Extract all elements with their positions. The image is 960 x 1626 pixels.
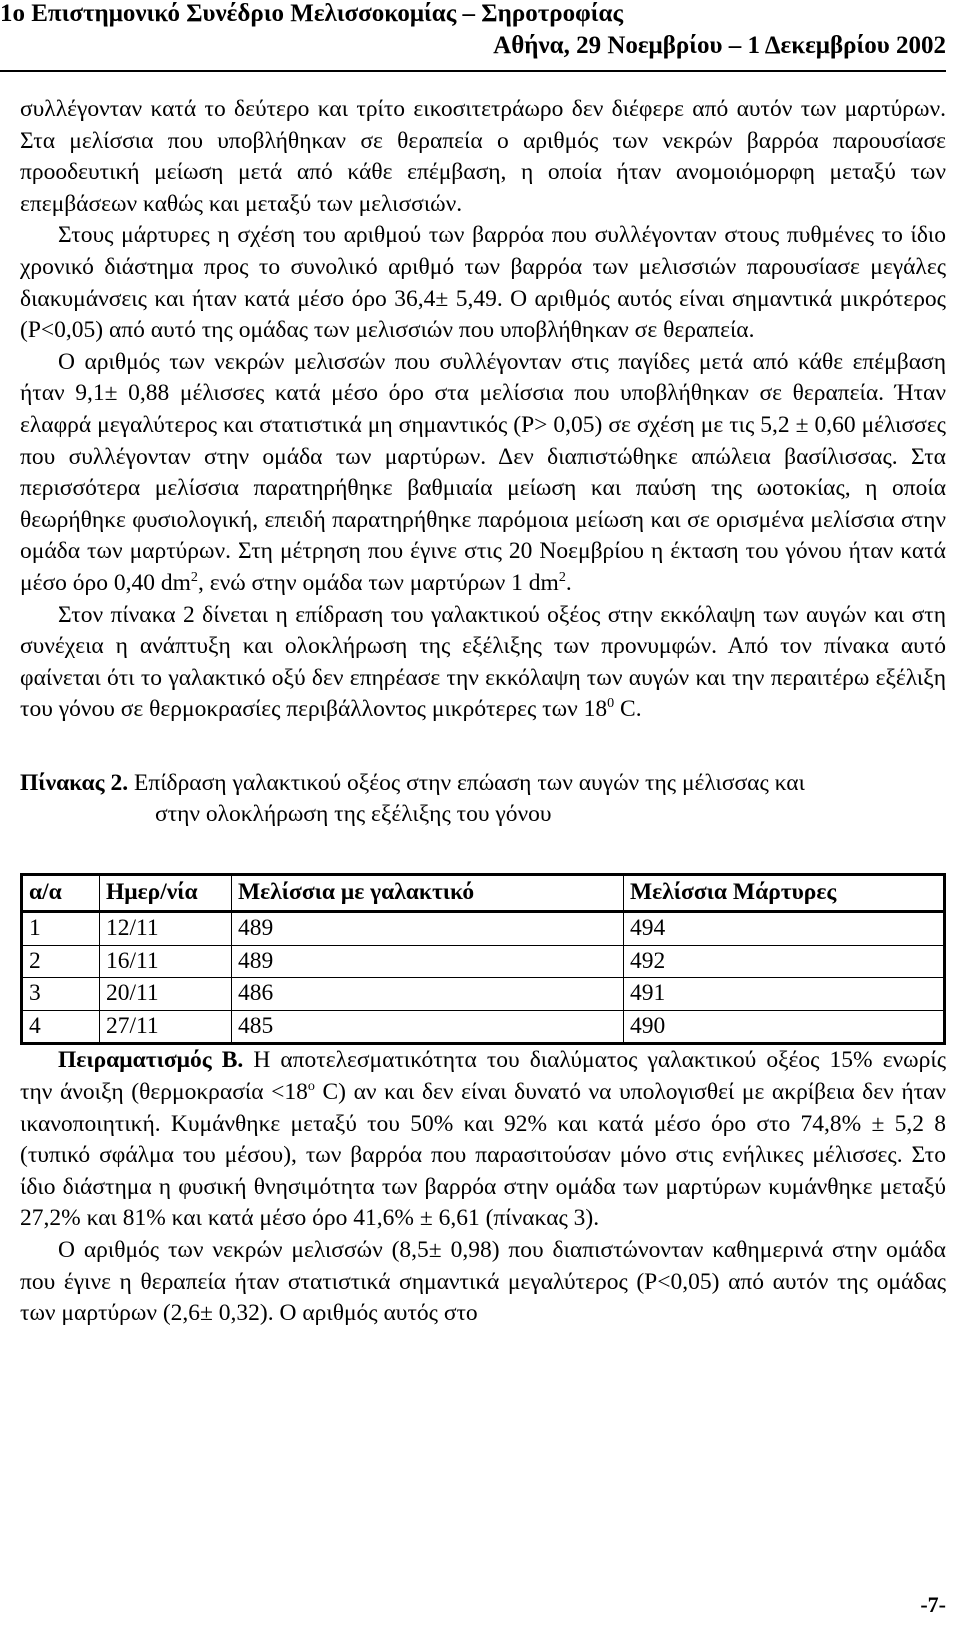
data-table	[20, 873, 946, 1045]
table-container	[20, 873, 946, 1045]
table-cell: 489	[232, 945, 624, 978]
table-cell: 20/11	[100, 978, 232, 1011]
table-cell: 490	[624, 1010, 945, 1044]
conference-title: 1ο Επιστημονικό Συνέδριο Μελισσοκομίας – Σηροτροφίας	[0, 0, 623, 27]
paragraph-3-end: .	[565, 569, 572, 596]
table-cell: 491	[624, 978, 945, 1011]
table-cell: 1	[22, 912, 100, 946]
conference-dates: Αθήνα, 29 Νοεμβρίου – 1 Δεκεμβρίου 2002	[493, 32, 946, 59]
table-cell: 12/11	[100, 912, 232, 946]
table-row	[22, 1010, 945, 1044]
table-caption-line1: Επίδραση γαλακτικού οξέος στην επώαση των αυγών της μέλισσας και	[128, 769, 805, 796]
header-cell: Μελίσσια Μάρτυρες	[624, 875, 945, 912]
table-cell: 2	[22, 945, 100, 978]
superscript-0: 0	[607, 695, 615, 712]
table-row	[22, 978, 945, 1011]
table-cell: 27/11	[100, 1010, 232, 1044]
header-cell: Ημερ/νία	[100, 875, 232, 912]
table-cell: 486	[232, 978, 624, 1011]
experiment-b-text2: C) αν και δεν είναι δυνατό να υπολογισθεί με ακρίβεια δεν ήταν ικανοποιητική. Κυμάνθηκε μεταξύ του 50% και 92% και κατά μέσο όρο στο 74,8% ± 5,2 8 (τυπικό σφάλμα του μέσου), των βαρρόα που παρασιτούσαν μόνο στις ενήλικες μέλισσες. Στο ίδιο διάστημα η φυσική θνησιμότητα των βαρρόα στην ομάδα των μαρτύρων κυμάνθηκε μεταξύ 27,2% και 81% και κατά μέσο όρο 41,6% ± 6,61 (πίνακας 3).	[20, 1079, 946, 1232]
table-cell: 492	[624, 945, 945, 978]
table-row	[22, 945, 945, 978]
table-cell: 3	[22, 978, 100, 1011]
paragraph-2: Στους μάρτυρες η σχέση του αριθμού των βαρρόα που συλλέγονταν στους πυθμένες το ίδιο χρονικό διάστημα προς το συνολικό αριθμό των βαρρόα των μελισσιών παρουσίασε μεγάλες διακυμάνσεις και ήταν κατά μέσο όρο 36,4± 5,49. Ο αριθμός αυτός είναι σημαντικά μικρότερος (P<0,05) από αυτό της ομάδας των μελισσιών που υποβλήθηκαν σε θεραπεία.	[20, 222, 946, 344]
header-cell: α/α	[22, 875, 100, 912]
page-number: -7-	[920, 1592, 946, 1617]
document-body	[20, 94, 946, 1330]
page-header	[0, 0, 946, 72]
experiment-b-text1: Η αποτελεσματικότητα του διαλύματος γαλακτικού οξέος 15% ενωρίς την άνοιξη (θερμοκρασία <18	[20, 1047, 947, 1106]
table-caption-label: Πίνακας 2.	[20, 769, 129, 796]
table-row	[22, 912, 945, 946]
superscript-o: ο	[307, 1078, 315, 1095]
experiment-b-paragraph	[20, 1045, 946, 1235]
experiment-b-label: Πειραματισμός Β.	[58, 1047, 244, 1074]
table-header-row	[22, 875, 945, 912]
table-cell: 489	[232, 912, 624, 946]
paragraph-4	[20, 600, 946, 726]
paragraph-3	[20, 347, 946, 600]
paragraph-3-mid: , ενώ στην ομάδα των μαρτύρων 1 dm	[197, 569, 559, 596]
superscript-2a: 2	[190, 569, 198, 586]
paragraph-4-end: C.	[614, 696, 642, 723]
table-cell: 4	[22, 1010, 100, 1044]
paragraph-3-text: Ο αριθμός των νεκρών μελισσών που συλλέγονταν στις παγίδες μετά από κάθε επέμβαση ήταν 9,1± 0,88 μέλισσες κατά μέσο όρο στα μελίσσια που υποβλήθηκαν σε θεραπεία. Ήταν ελαφρά μεγαλύτερος και στατιστικά μη σημαντικός (P> 0,05) σε σχέση με τις 5,2 ± 0,60 μέλισσες που συλλέγονταν στην ομάδα των μαρτύρων. Δεν διαπιστώθηκε απώλεια βασίλισσας. Στα περισσότερα μελίσσια παρατηρήθηκε βαθμιαία μείωση και παύση της ωοτοκίας, η οποία θεωρήθηκε φυσιολογική, επειδή παρατηρήθηκε παρόμοια μείωση και σε ορισμένα μελίσσια στην ομάδα των μαρτύρων. Στη μέτρηση που έγινε στις 20 Νοεμβρίου η έκταση του γόνου ήταν κατά μέσο όρο 0,40 dm	[20, 348, 946, 596]
paragraph-1: συλλέγονταν κατά το δεύτερο και τρίτο εικοσιτετράωρο δεν διέφερε από αυτόν των μαρτύρων. Στα μελίσσια που υποβλήθηκαν σε θεραπεία ο αριθμός των νεκρών βαρρόα παρουσίασε προοδευτική μείωση μετά από κάθε επέμβαση, η οποία ήταν ανομοιόμορφη μεταξύ των επεμβάσεων καθώς και μεταξύ των μελισσιών.	[20, 96, 946, 217]
table-cell: 494	[624, 912, 945, 946]
paragraph-4-text: Στον πίνακα 2 δίνεται η επίδραση του γαλακτικού οξέος στην εκκόλαψη των αυγών και στη συνέχεια η ανάπτυξη και ολοκλήρωση της εξέλιξης των προνυμφών. Από τον πίνακα αυτό φαίνεται ότι το γαλακτικό οξύ δεν επηρέασε την εκκόλαψη των αυγών και την περαιτέρω εξέλιξη του γόνου σε θερμοκρασίες περιβάλλοντος μικρότερες των 18	[20, 601, 946, 723]
table-caption-line2: στην ολοκλήρωση της εξέλιξης του γόνου	[155, 801, 552, 828]
table-cell: 485	[232, 1010, 624, 1044]
table-caption	[20, 768, 946, 831]
table-cell: 16/11	[100, 945, 232, 978]
experiment-b-paragraph-2: Ο αριθμός των νεκρών μελισσών (8,5± 0,98) που διαπιστώνονταν καθημερινά στην ομάδα που έγινε η θεραπεία ήταν στατιστικά σημαντικά μεγαλύτερος (P<0,05) από αυτόν της ομάδας των μαρτύρων (2,6± 0,32). Ο αριθμός αυτός στο	[20, 1237, 946, 1327]
superscript-2b: 2	[558, 569, 566, 586]
header-cell: Μελίσσια με γαλακτικό	[232, 875, 624, 912]
